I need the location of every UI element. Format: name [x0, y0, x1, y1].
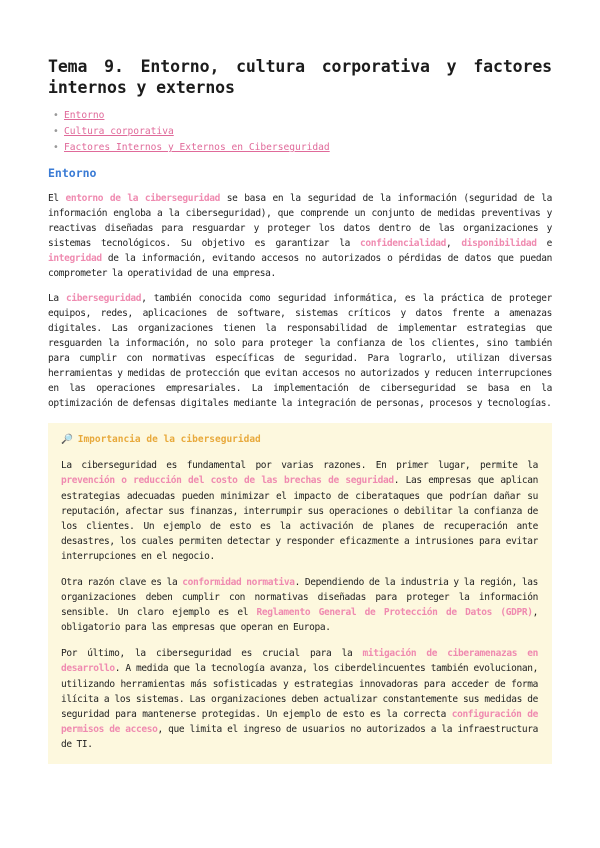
text: e	[536, 238, 553, 250]
highlight-entorno-ciberseguridad: entorno de la ciberseguridad	[65, 193, 220, 204]
callout-paragraph-3	[61, 646, 538, 752]
toc-item-factores	[64, 140, 552, 156]
text: . A medida que la tecnología avanza, los ciberdelincuentes también evolucionan, utilizando herramientas más sofisticadas y estrategias innovadoras para acceder de forma ilícita a los sistemas. Las organizaciones deben actualizar constantemente sus medidas de seguridad para mantenerse protegidas. Un ejemplo de esto es la correcta	[61, 663, 538, 720]
callout-title	[61, 433, 538, 447]
page-title: Tema 9. Entorno, cultura corporativa y factores internos y externos	[48, 57, 552, 97]
highlight-integridad: integridad	[48, 253, 102, 265]
highlight-confidencialidad: confidencialidad	[360, 238, 446, 250]
text: se basa en la seguridad de la información (seguridad de la información engloba a la ciberseguridad), que comprende un conjunto de medidas preventivas y reactivas diseñadas para resguardar y proteger los datos dentro de las organizaciones y sistemas tecnológicos. Su objetivo es garantizar la	[48, 193, 553, 250]
highlight-disponibilidad: disponibilidad	[461, 238, 537, 250]
text: ,	[445, 238, 462, 250]
text: . Dependiendo de la industria y la región, las organizaciones deben cumplir con normativas diseñadas para proteger la información sensible. Un claro ejemplo es el	[61, 576, 538, 619]
highlight-permisos: configuración de permisos de acceso	[61, 708, 538, 735]
callout-importancia	[48, 423, 552, 764]
text: , obligatorio para las empresas que operan en Europa.	[61, 607, 539, 634]
text: La ciberseguridad es fundamental por varias razones. En primer lugar, permite la	[61, 460, 538, 472]
table-of-contents	[48, 108, 552, 156]
text: . Las empresas que aplican estrategias adecuadas pueden minimizar el impacto de ciberataques que podrían dañar su reputación, afectar sus finanzas, interrumpir sus operaciones o debilitar la confianza de los clientes. Un ejemplo de esto es la activación de planes de recuperación ante desastres, los cuales permiten detectar y responder eficazmente a intrusiones para evitar interrupciones en el negocio.	[61, 475, 538, 562]
text: de la información, evitando accesos no autorizados o pérdidas de datos que puedan comprometer la operatividad de una empresa.	[48, 253, 552, 280]
highlight-mitigacion: mitigación de ciberamenazas en desarrollo	[61, 648, 538, 675]
section-heading-entorno: Entorno	[48, 166, 97, 180]
callout-paragraph-2	[61, 575, 538, 635]
highlight-gdpr: Reglamento General de Protección de Datos (GDPR)	[256, 607, 533, 619]
paragraph-ciberseguridad	[48, 291, 552, 412]
text: La	[48, 292, 66, 304]
toc-link-factores[interactable]: Factores Internos y Externos en Ciberseguridad	[64, 142, 330, 153]
text: Por último, la ciberseguridad es crucial para la	[61, 648, 363, 660]
text: , también conocida como seguridad informática, es la práctica de proteger equipos, redes, aplicaciones de software, sistemas críticos y datos frente a amenazas digitales. Las organizaciones tienen la responsabilidad de implementar estrategias que resguarden la información, no solo para proteger la confianza de los clientes, sino también para cumplir con normativas específicas de seguridad. Para lograrlo, utilizan diversas herramientas y medidas de protección que evitan accesos no autorizados y reducen interrupciones en las operaciones empresariales. La implementación de ciberseguridad se basa en la optimización de defensas digitales mediante la integración de personas, procesos y tecnologías.	[48, 292, 552, 410]
toc-item-entorno	[64, 108, 552, 124]
magnifier-icon: 🔎	[61, 434, 73, 446]
text: El	[48, 193, 66, 204]
highlight-prevencion: prevención o reducción del costo de las brechas de seguridad	[61, 475, 394, 487]
paragraph-entorno	[48, 191, 552, 282]
callout-paragraph-1	[61, 458, 538, 564]
highlight-ciberseguridad: ciberseguridad	[66, 292, 142, 304]
text: Otra razón clave es la	[61, 576, 183, 588]
toc-link-entorno[interactable]: Entorno	[64, 110, 105, 121]
highlight-conformidad: conformidad normativa	[182, 576, 295, 588]
toc-link-cultura[interactable]: Cultura corporativa	[64, 126, 174, 137]
toc-item-cultura	[64, 124, 552, 140]
callout-title-text: Importancia de la ciberseguridad	[77, 434, 261, 446]
text: , que limita el ingreso de usuarios no autorizados a la infraestructura de TI.	[61, 723, 538, 750]
